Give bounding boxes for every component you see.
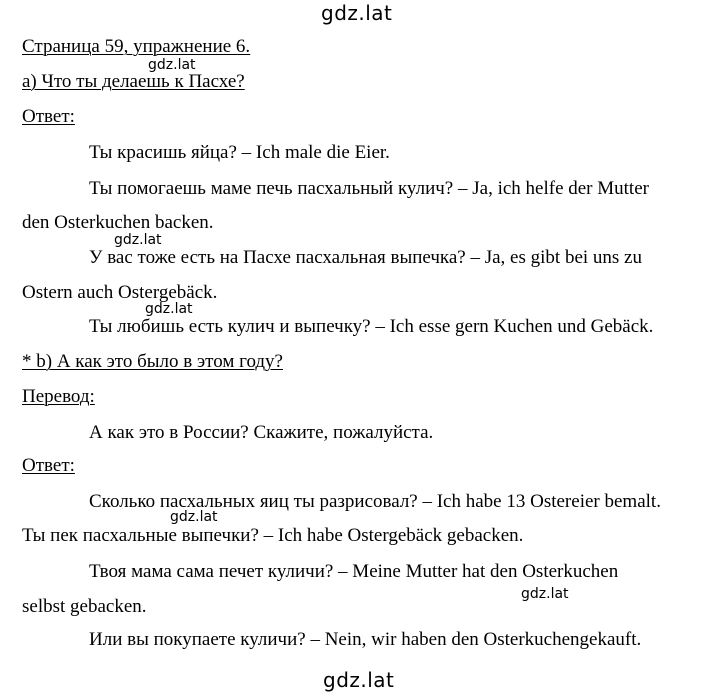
question-b: * b) А как это было в этом году?: [22, 351, 283, 372]
watermark-bottom: gdz.lat: [323, 668, 395, 692]
answer-line: Или вы покупаете куличи? – Nein, wir haben den Osterkuchengekauft.: [89, 629, 642, 650]
page-header: Страница 59, упражнение 6.: [22, 36, 251, 57]
answer-line: Ostern auch Ostergebäck.: [22, 282, 218, 303]
answer-line: Ты любишь есть кулич и выпечку? – Ich esse gern Kuchen und Gebäck.: [89, 316, 654, 337]
watermark-small: gdz.lat: [145, 301, 193, 317]
translation-text: А как это в России? Скажите, пожалуйста.: [89, 422, 434, 443]
answer-line: den Osterkuchen backen.: [22, 212, 214, 233]
answer-line: Сколько пасхальных яиц ты разрисовал? – Ich habe 13 Ostereier bemalt.: [89, 491, 661, 512]
answer-line: Твоя мама сама печет куличи? – Meine Mutter hat den Osterkuchen: [89, 561, 619, 582]
answer-label-b: Ответ:: [22, 455, 75, 476]
watermark-small: gdz.lat: [114, 232, 162, 248]
question-a: а) Что ты делаешь к Пасхе?: [22, 71, 245, 92]
answer-label-a: Ответ:: [22, 106, 75, 127]
watermark-small: gdz.lat: [521, 586, 569, 602]
answer-line: selbst gebacken.: [22, 596, 147, 617]
translation-label: Перевод:: [22, 386, 95, 407]
answer-line: Ты пек пасхальные выпечки? – Ich habe Ostergebäck gebacken.: [22, 525, 524, 546]
answer-line: У вас тоже есть на Пасхе пасхальная выпечка? – Ja, es gibt bei uns zu: [89, 247, 642, 268]
answer-line: Ты помогаешь маме печь пасхальный кулич? – Ja, ich helfe der Mutter: [89, 178, 649, 199]
answer-line: Ты красишь яйца? – Ich male die Eier.: [89, 142, 390, 163]
watermark-small: gdz.lat: [170, 509, 218, 525]
watermark-top: gdz.lat: [321, 1, 393, 25]
watermark-small: gdz.lat: [148, 57, 196, 73]
